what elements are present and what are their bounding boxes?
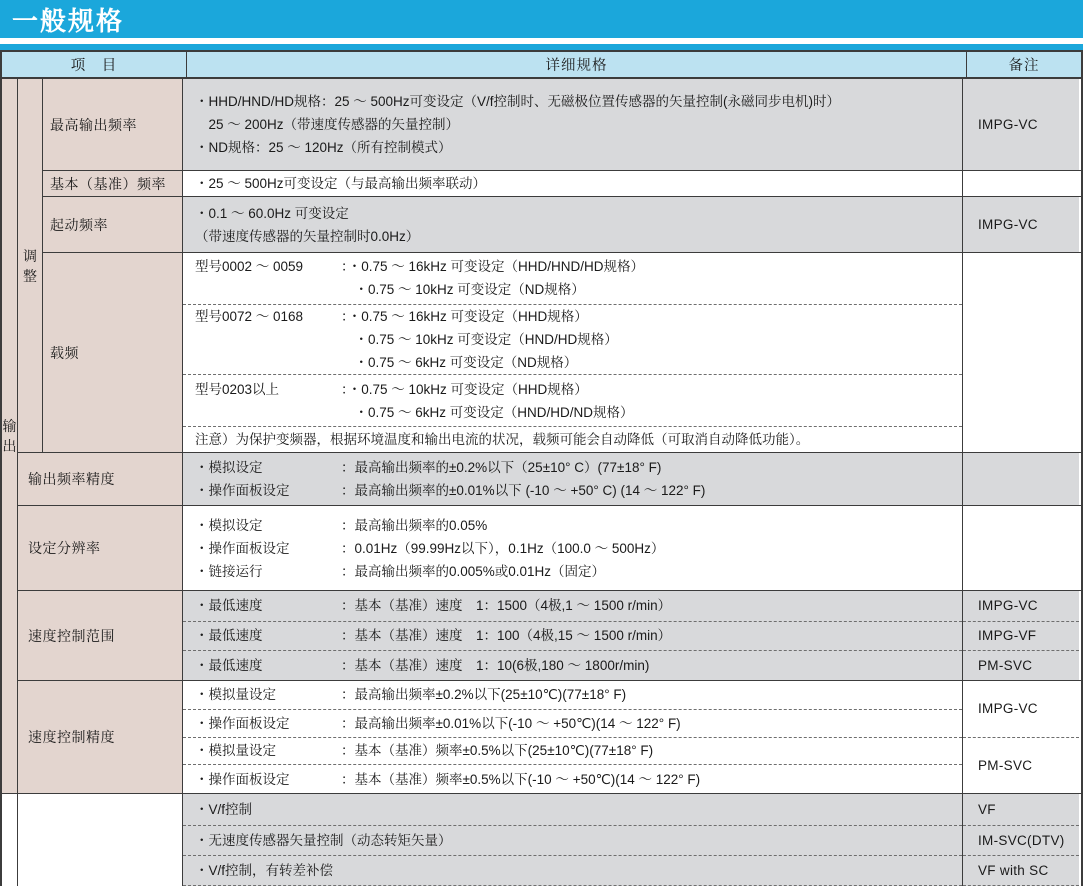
spec-line [195,401,962,424]
item-cell-speed-control-accuracy: 速度控制精度 [18,681,183,793]
spec-line: ・V/f控制 [195,801,253,817]
spec-line-value: ：基本（基准）速度 1：1500（4极,1 ～ 1500 r/min） [341,598,672,614]
item-cell-speed-control-range: 速度控制范围 [18,591,183,680]
spec-line-label: 型号0002 ～ 0059 [195,259,304,275]
spec-cell-starting-frequency [183,197,963,252]
spec-line [195,624,962,647]
band-char: 输 [2,418,17,434]
remark-value: IMPG-VC [963,681,1079,737]
spec-line-value: ：基本（基准）频率±0.5%以下(-10 ～ +50℃)(14 ～ 122° F) [341,771,701,787]
spec-subrow [183,794,962,825]
spec-line: ・25 ～ 500Hz可变设定（与最高输出频率联动） [195,176,487,191]
band-char: 出 [2,438,17,454]
row-starting-frequency [43,196,1081,252]
item-cell-max-output-frequency: 最高输出频率 [43,79,183,170]
spec-line: ・无速度传感器矢量控制（动态转矩矢量） [195,832,452,848]
table-main-column [18,79,1081,886]
spec-subrow [183,591,962,621]
remark-cell-speed-control-accuracy [963,681,1079,793]
spec-line-label: 型号0072 ～ 0168 [195,309,304,325]
remark-cell-base-frequency [963,171,1079,196]
row-control-methods [18,793,1081,886]
spec-line-label: ・操作面板设定 [195,540,290,556]
spec-line-value: ：最高输出频率的0.005%或0.01Hz（固定） [341,563,606,579]
spec-line [195,255,962,278]
remark-cell-carrier-frequency [963,253,1079,452]
row-speed-control-accuracy [18,680,1081,793]
spec-line [195,514,962,537]
page-title: 一般规格 [12,5,125,36]
spec-subrow [183,374,962,426]
spec-subrow [183,621,962,651]
spec-line [195,560,962,583]
spec-line: ・V/f控制，有转差补偿 [195,863,334,879]
spec-line-label: ・模拟量设定 [195,743,276,759]
spec-line-value: ：基本（基准）频率±0.5%以下(25±10℃)(77±18° F) [341,743,654,759]
spec-line [195,479,962,502]
spec-line-value: ：・0.75 ～ 16kHz 可变设定（HHD规格） [341,309,588,325]
spec-line-label: 型号0203以上 [195,381,280,397]
spec-line [195,683,962,706]
spec-line-value: ・0.75 ～ 10kHz 可变设定（HND/HD规格） [341,332,618,348]
spec-line-label: ・最低速度 [195,658,263,674]
header-remark: 备注 [1008,58,1040,74]
item-cell-base-frequency: 基本（基准）频率 [43,171,183,196]
table-body [2,79,1081,886]
row-carrier-frequency [43,252,1081,452]
spec-cell-carrier-frequency [183,253,963,452]
spec-line-label: ・链接运行 [195,563,263,579]
item-cell-output-frequency-accuracy: 输出频率精度 [18,453,183,505]
general-spec-table [0,50,1083,886]
adjust-group-rows [43,79,1081,452]
spec-subrow [183,253,962,304]
remark-value: PM-SVC [963,650,1079,680]
spec-subrow [183,304,962,375]
spec-line-value: ・0.75 ～ 10kHz 可变设定（ND规格） [341,282,585,298]
table-header-row [2,52,1081,79]
remark-value: IM-SVC(DTV) [963,825,1079,856]
spec-line [195,305,962,328]
spec-line-value: ：・0.75 ～ 16kHz 可变设定（HHD/HND/HD规格） [341,259,645,275]
spec-subrow [183,764,962,793]
remark-value: IMPG-VC [963,591,1079,621]
spec-line [195,378,962,401]
spec-line-value: ：最高输出频率的±0.2%以下（25±10° C）(77±18° F) [341,460,662,475]
spec-subrow [183,79,962,170]
row-speed-control-range [18,590,1081,680]
output-band-label [2,79,18,793]
spec-line [195,654,962,677]
spec-line: 25 ～ 200Hz（带速度传感器的矢量控制） [195,117,460,132]
spec-subrow [183,650,962,680]
spec-cell-output-frequency-accuracy [183,453,963,505]
row-setting-resolution [18,505,1081,590]
spec-line-value: ：基本（基准）速度 1：10(6极,180 ～ 1800r/min) [341,658,650,674]
spec-subrow [183,709,962,737]
band-filler [2,793,18,886]
header-item: 项 目 [2,52,187,77]
spec-line-value: ・0.75 ～ 6kHz 可变设定（ND规格） [341,355,578,371]
spec-cell-control-methods [183,794,963,886]
spec-line-label: ・最低速度 [195,598,263,614]
remark-value: PM-SVC [963,737,1079,794]
spec-line-value: ・0.75 ～ 6kHz 可变设定（HND/HD/ND规格） [341,404,634,420]
spec-line: ・0.1 ～ 60.0Hz 可变设定 [195,205,349,221]
spec-line-label [195,328,341,351]
adjust-group [18,79,1081,452]
spec-line-label: ・操作面板设定 [195,483,290,498]
remark-cell-starting-frequency: IMPG-VC [963,197,1079,252]
spec-line [195,537,962,560]
item-cell-starting-frequency: 起动频率 [43,197,183,252]
spec-line [195,594,962,617]
spec-subrow [183,197,962,252]
spec-subrow [183,453,962,505]
spec-line [195,768,962,791]
spec-line-value: ：最高输出频率±0.2%以下(25±10℃)(77±18° F) [341,687,627,703]
spec-line-label: ・最低速度 [195,628,263,644]
section-title-bar [0,0,1083,38]
spec-line-value: ：最高输出频率±0.01%以下(-10 ～ +50℃)(14 ～ 122° F) [341,715,681,731]
spec-line-value: ：0.01Hz（99.99Hz以下），0.1Hz（100.0 ～ 500Hz） [341,540,665,556]
row-output-frequency-accuracy [18,452,1081,505]
spec-line [195,712,962,735]
spec-line-value: ：最高输出频率的±0.01%以下 (-10 ～ +50° C) (14 ～ 122° F) [341,483,706,498]
remark-value: IMPG-VF [963,621,1079,651]
row-base-frequency [43,170,1081,196]
spec-line-value: ：基本（基准）速度 1：100（4极,15 ～ 1500 r/min） [341,628,672,644]
spec-line: 注意）为保护变频器，根据环境温度和输出电流的状况，载频可能会自动降低（可取消自动降低功能）。 [195,432,810,448]
spec-line [195,278,962,301]
spec-line [195,351,962,374]
spec-subrow [183,426,962,452]
spec-line [195,456,962,479]
spec-line: ・HHD/HND/HD规格：25 ～ 500Hz可变设定（V/f控制时、无磁极位置传感器的矢量控制(永磁同步电机)时） [195,94,841,109]
remark-cell-output-frequency-accuracy [963,453,1079,505]
spec-subrow [183,825,962,856]
spec-cell-speed-control-accuracy [183,681,963,793]
spec-subrow [183,171,962,196]
item-cell-carrier-frequency: 载频 [43,253,183,452]
spec-line-label [195,351,341,374]
spec-subrow [183,506,962,590]
spec-subrow [183,855,962,886]
adjust-band-label [18,79,43,452]
spec-line-label: ・操作面板设定 [195,771,290,787]
remark-cell-speed-control-range [963,591,1079,680]
remark-value: VF [963,794,1079,825]
spec-cell-setting-resolution [183,506,963,590]
remark-cell-max-output-frequency: IMPG-VC [963,79,1079,170]
spec-cell-max-output-frequency [183,79,963,170]
remark-cell-setting-resolution [963,506,1079,590]
spec-line-label [195,278,341,301]
spec-line-value: ：・0.75 ～ 10kHz 可变设定（HHD规格） [341,381,588,397]
item-cell-setting-resolution: 设定分辨率 [18,506,183,590]
spec-line-label: ・操作面板设定 [195,715,290,731]
remark-cell-control-methods [963,794,1079,886]
spec-line-label: ・模拟量设定 [195,687,276,703]
spec-line-label [195,401,341,424]
spec-line: （带速度传感器的矢量控制时0.0Hz） [195,228,420,244]
spec-line [195,739,962,762]
spec-line-value: ：最高输出频率的0.05% [341,517,488,533]
spec-cell-speed-control-range [183,591,963,680]
spec-line: ・ND规格：25 ～ 120Hz（所有控制模式） [195,140,452,155]
output-band-column [2,79,18,886]
item-cell-control-methods [18,794,183,886]
band-char: 整 [23,267,37,284]
spec-subrow [183,681,962,709]
remark-value: VF with SC [963,855,1079,886]
spec-line-label: ・模拟设定 [195,517,263,533]
spec-line-label: ・模拟设定 [195,460,263,475]
header-spec: 详细规格 [187,52,967,77]
spec-cell-base-frequency [183,171,963,196]
row-max-output-frequency [43,79,1081,170]
spec-subrow [183,737,962,765]
band-char: 调 [23,247,37,264]
spec-line [195,328,962,351]
